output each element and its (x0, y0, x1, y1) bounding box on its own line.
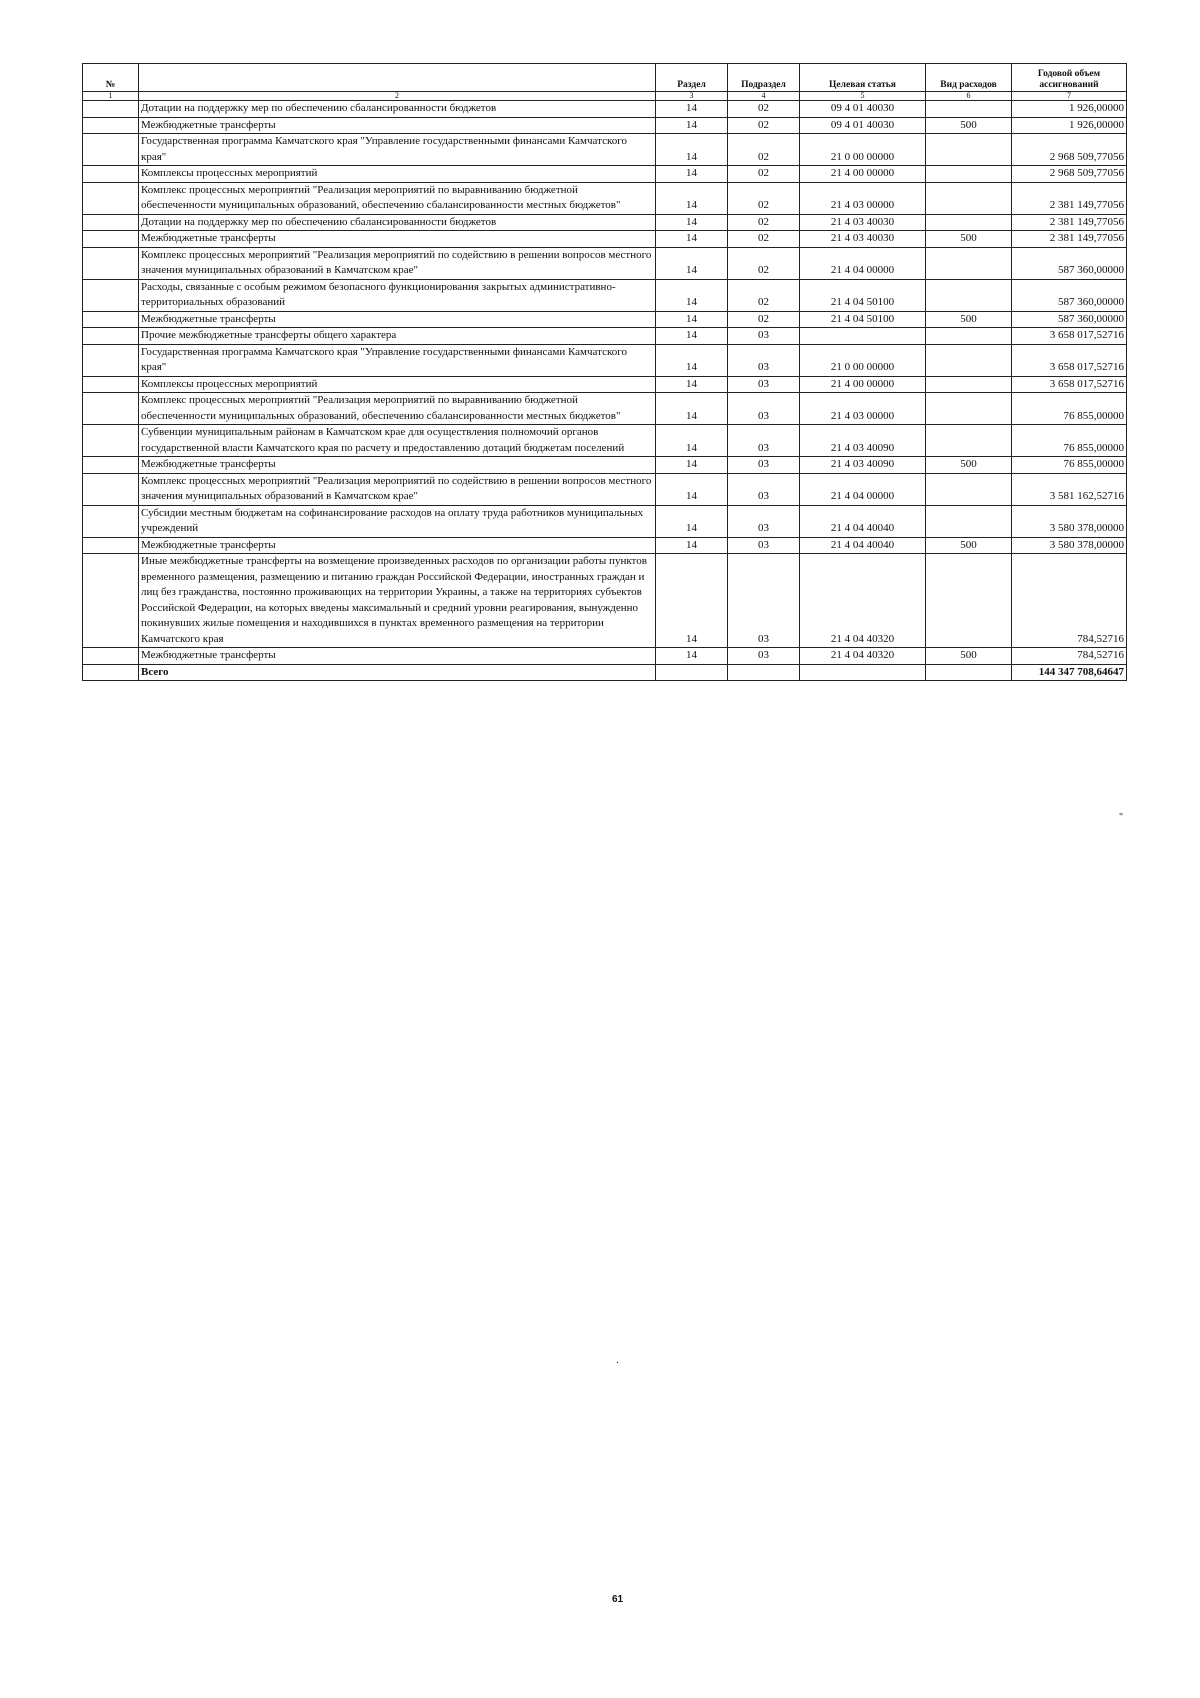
table-row (83, 344, 1127, 376)
row-expense-type (926, 473, 1012, 505)
row-subsection: 03 (728, 537, 800, 554)
row-expense-type (926, 247, 1012, 279)
row-expense-type: 500 (926, 231, 1012, 248)
row-name: Расходы, связанные с особым режимом безопасного функционирования закрытых административно-территориальных образований (139, 279, 656, 311)
row-expense-type (926, 214, 1012, 231)
row-name: Комплекс процессных мероприятий "Реализация мероприятий по содействию в решении вопросов местного значения муниципальных образований в Камчатском крае" (139, 473, 656, 505)
row-sum: 587 360,00000 (1012, 311, 1127, 328)
row-expense-type (926, 425, 1012, 457)
row-subsection: 02 (728, 311, 800, 328)
row-target: 21 4 04 40320 (800, 648, 926, 665)
row-sum: 3 580 378,00000 (1012, 537, 1127, 554)
row-subsection: 02 (728, 117, 800, 134)
column-number: 6 (926, 92, 1012, 101)
row-target: 21 4 04 40040 (800, 537, 926, 554)
table-row (83, 214, 1127, 231)
row-name: Межбюджетные трансферты (139, 648, 656, 665)
row-section: 14 (656, 247, 728, 279)
column-number: 5 (800, 92, 926, 101)
row-sum: 587 360,00000 (1012, 279, 1127, 311)
header-section: Раздел (656, 64, 728, 92)
row-target: 21 4 03 40030 (800, 214, 926, 231)
table-body (83, 101, 1127, 665)
row-section: 14 (656, 425, 728, 457)
row-sum: 3 658 017,52716 (1012, 376, 1127, 393)
budget-table (82, 63, 1127, 681)
table-row (83, 247, 1127, 279)
total-sum: 144 347 708,64647 (1012, 664, 1127, 681)
row-target: 21 4 03 00000 (800, 182, 926, 214)
row-name: Межбюджетные трансферты (139, 537, 656, 554)
row-number-cell (83, 648, 139, 665)
row-number-cell (83, 328, 139, 345)
row-name: Комплекс процессных мероприятий "Реализация мероприятий по выравниванию бюджетной обеспеченности муниципальных образований, обеспечению сбалансированности местных бюджетов" (139, 393, 656, 425)
row-section: 14 (656, 328, 728, 345)
row-name: Субвенции муниципальным районам в Камчатском крае для осуществления полномочий органов государственной власти Камчатского края по расчету и предоставлению дотаций бюджетам поселений (139, 425, 656, 457)
row-section: 14 (656, 393, 728, 425)
row-section: 14 (656, 166, 728, 183)
column-number: 1 (83, 92, 139, 101)
row-sum: 1 926,00000 (1012, 101, 1127, 118)
row-number-cell (83, 101, 139, 118)
row-expense-type (926, 134, 1012, 166)
closing-quote: " (1119, 812, 1124, 823)
column-number: 2 (139, 92, 656, 101)
row-number-cell (83, 279, 139, 311)
row-sum: 784,52716 (1012, 554, 1127, 648)
page-number: 61 (612, 1594, 624, 1605)
row-name: Комплексы процессных мероприятий (139, 376, 656, 393)
row-section: 14 (656, 505, 728, 537)
row-section: 14 (656, 117, 728, 134)
row-target: 21 4 04 50100 (800, 279, 926, 311)
row-number-cell (83, 134, 139, 166)
row-subsection: 03 (728, 376, 800, 393)
row-target: 21 0 00 00000 (800, 134, 926, 166)
row-section: 14 (656, 134, 728, 166)
row-target: 21 4 00 00000 (800, 376, 926, 393)
row-sum: 3 580 378,00000 (1012, 505, 1127, 537)
row-number-cell (83, 473, 139, 505)
row-target: 21 4 03 40090 (800, 457, 926, 474)
row-sum: 2 968 509,77056 (1012, 166, 1127, 183)
table-header-row (83, 64, 1127, 92)
header-expense-type: Вид расходов (926, 64, 1012, 92)
row-number-cell (83, 214, 139, 231)
total-empty-cell (728, 664, 800, 681)
row-number-cell (83, 247, 139, 279)
row-number-cell (83, 166, 139, 183)
row-sum: 1 926,00000 (1012, 117, 1127, 134)
row-section: 14 (656, 182, 728, 214)
row-target: 21 4 03 00000 (800, 393, 926, 425)
row-name: Межбюджетные трансферты (139, 311, 656, 328)
table-row (83, 648, 1127, 665)
stray-dot: . (616, 1352, 619, 1366)
row-section: 14 (656, 101, 728, 118)
row-name: Дотации на поддержку мер по обеспечению сбалансированности бюджетов (139, 214, 656, 231)
row-number-cell (83, 537, 139, 554)
row-target: 21 4 04 00000 (800, 247, 926, 279)
row-section: 14 (656, 311, 728, 328)
row-target: 21 4 04 40320 (800, 554, 926, 648)
table-row (83, 311, 1127, 328)
row-section: 14 (656, 279, 728, 311)
row-section: 14 (656, 648, 728, 665)
row-subsection: 02 (728, 214, 800, 231)
header-no: № (83, 64, 139, 92)
row-target: 21 4 04 40040 (800, 505, 926, 537)
table-row (83, 554, 1127, 648)
row-subsection: 03 (728, 554, 800, 648)
row-section: 14 (656, 376, 728, 393)
row-sum: 2 381 149,77056 (1012, 182, 1127, 214)
row-subsection: 03 (728, 393, 800, 425)
row-number-cell (83, 393, 139, 425)
row-subsection: 02 (728, 182, 800, 214)
table-row (83, 166, 1127, 183)
row-name: Комплекс процессных мероприятий "Реализация мероприятий по содействию в решении вопросов местного значения муниципальных образований в Камчатском крае" (139, 247, 656, 279)
row-number-cell (83, 182, 139, 214)
row-subsection: 03 (728, 505, 800, 537)
header-annual: Годовой объем ассигнований (1012, 64, 1127, 92)
table-row (83, 537, 1127, 554)
row-expense-type: 500 (926, 457, 1012, 474)
row-expense-type (926, 505, 1012, 537)
column-numbers-row (83, 92, 1127, 101)
row-subsection: 02 (728, 166, 800, 183)
row-target (800, 328, 926, 345)
row-section: 14 (656, 231, 728, 248)
row-expense-type: 500 (926, 537, 1012, 554)
row-subsection: 03 (728, 457, 800, 474)
row-sum: 3 581 162,52716 (1012, 473, 1127, 505)
row-sum: 2 968 509,77056 (1012, 134, 1127, 166)
total-empty-cell (800, 664, 926, 681)
row-target: 21 4 03 40090 (800, 425, 926, 457)
row-sum: 784,52716 (1012, 648, 1127, 665)
table-row (83, 134, 1127, 166)
row-expense-type (926, 554, 1012, 648)
row-target: 21 4 04 00000 (800, 473, 926, 505)
row-section: 14 (656, 214, 728, 231)
row-number-cell (83, 457, 139, 474)
row-expense-type (926, 376, 1012, 393)
row-number-cell (83, 505, 139, 537)
row-number-cell (83, 311, 139, 328)
row-number-cell (83, 376, 139, 393)
total-row (83, 664, 1127, 681)
row-section: 14 (656, 457, 728, 474)
row-name: Межбюджетные трансферты (139, 117, 656, 134)
table-row (83, 328, 1127, 345)
table-row (83, 393, 1127, 425)
row-section: 14 (656, 344, 728, 376)
row-target: 09 4 01 40030 (800, 117, 926, 134)
table-row (83, 101, 1127, 118)
total-empty-cell (926, 664, 1012, 681)
row-expense-type: 500 (926, 117, 1012, 134)
row-subsection: 02 (728, 279, 800, 311)
table-row (83, 231, 1127, 248)
row-subsection: 03 (728, 648, 800, 665)
row-sum: 76 855,00000 (1012, 425, 1127, 457)
row-name: Прочие межбюджетные трансферты общего характера (139, 328, 656, 345)
row-sum: 2 381 149,77056 (1012, 231, 1127, 248)
row-subsection: 02 (728, 247, 800, 279)
table-row (83, 182, 1127, 214)
row-sum: 76 855,00000 (1012, 457, 1127, 474)
header-target: Целевая статья (800, 64, 926, 92)
row-expense-type: 500 (926, 648, 1012, 665)
row-name: Комплексы процессных мероприятий (139, 166, 656, 183)
row-name: Межбюджетные трансферты (139, 231, 656, 248)
row-target: 21 4 03 40030 (800, 231, 926, 248)
row-name: Государственная программа Камчатского края "Управление государственными финансами Камчатского края" (139, 344, 656, 376)
row-expense-type (926, 328, 1012, 345)
header-name (139, 64, 656, 92)
row-name: Субсидии местным бюджетам на софинансирование расходов на оплату труда работников муниципальных учреждений (139, 505, 656, 537)
row-number-cell (83, 554, 139, 648)
row-section: 14 (656, 473, 728, 505)
row-name: Комплекс процессных мероприятий "Реализация мероприятий по выравниванию бюджетной обеспеченности муниципальных образований, обеспечению сбалансированности местных бюджетов" (139, 182, 656, 214)
row-name: Государственная программа Камчатского края "Управление государственными финансами Камчатского края" (139, 134, 656, 166)
column-number: 3 (656, 92, 728, 101)
row-subsection: 02 (728, 231, 800, 248)
total-label: Всего (139, 664, 656, 681)
table-row (83, 376, 1127, 393)
row-sum: 3 658 017,52716 (1012, 328, 1127, 345)
table-row (83, 425, 1127, 457)
row-expense-type (926, 344, 1012, 376)
row-expense-type (926, 101, 1012, 118)
row-number-cell (83, 231, 139, 248)
column-number: 4 (728, 92, 800, 101)
row-expense-type (926, 182, 1012, 214)
row-subsection: 03 (728, 328, 800, 345)
row-number-cell (83, 425, 139, 457)
total-no-cell (83, 664, 139, 681)
table-row (83, 279, 1127, 311)
table-row (83, 457, 1127, 474)
row-expense-type: 500 (926, 311, 1012, 328)
row-target: 21 0 00 00000 (800, 344, 926, 376)
row-section: 14 (656, 537, 728, 554)
row-subsection: 02 (728, 101, 800, 118)
row-subsection: 02 (728, 134, 800, 166)
table-row (83, 505, 1127, 537)
row-subsection: 03 (728, 344, 800, 376)
row-target: 21 4 04 50100 (800, 311, 926, 328)
row-sum: 2 381 149,77056 (1012, 214, 1127, 231)
table-row (83, 473, 1127, 505)
row-name: Межбюджетные трансферты (139, 457, 656, 474)
header-subsection: Подраздел (728, 64, 800, 92)
row-number-cell (83, 117, 139, 134)
row-subsection: 03 (728, 473, 800, 505)
column-number: 7 (1012, 92, 1127, 101)
row-target: 09 4 01 40030 (800, 101, 926, 118)
row-expense-type (926, 393, 1012, 425)
row-sum: 3 658 017,52716 (1012, 344, 1127, 376)
row-name: Дотации на поддержку мер по обеспечению сбалансированности бюджетов (139, 101, 656, 118)
total-empty-cell (656, 664, 728, 681)
row-name: Иные межбюджетные трансферты на возмещение произведенных расходов по организации работы пунктов временного размещения, размещению и питанию граждан Российской Федерации, иностранных граждан и лиц без гражданства, постоянно проживающих на территории Украины, а также на территориях субъектов Российской Федерации, на которых введены максимальный и средний уровни реагирования, вынужденно покинувших жилые помещения и находившихся в пунктах временного размещения на территории Камчатского края (139, 554, 656, 648)
row-target: 21 4 00 00000 (800, 166, 926, 183)
budget-sheet (82, 63, 1126, 681)
row-expense-type (926, 279, 1012, 311)
row-expense-type (926, 166, 1012, 183)
table-row (83, 117, 1127, 134)
row-section: 14 (656, 554, 728, 648)
row-number-cell (83, 344, 139, 376)
row-subsection: 03 (728, 425, 800, 457)
row-sum: 587 360,00000 (1012, 247, 1127, 279)
row-sum: 76 855,00000 (1012, 393, 1127, 425)
